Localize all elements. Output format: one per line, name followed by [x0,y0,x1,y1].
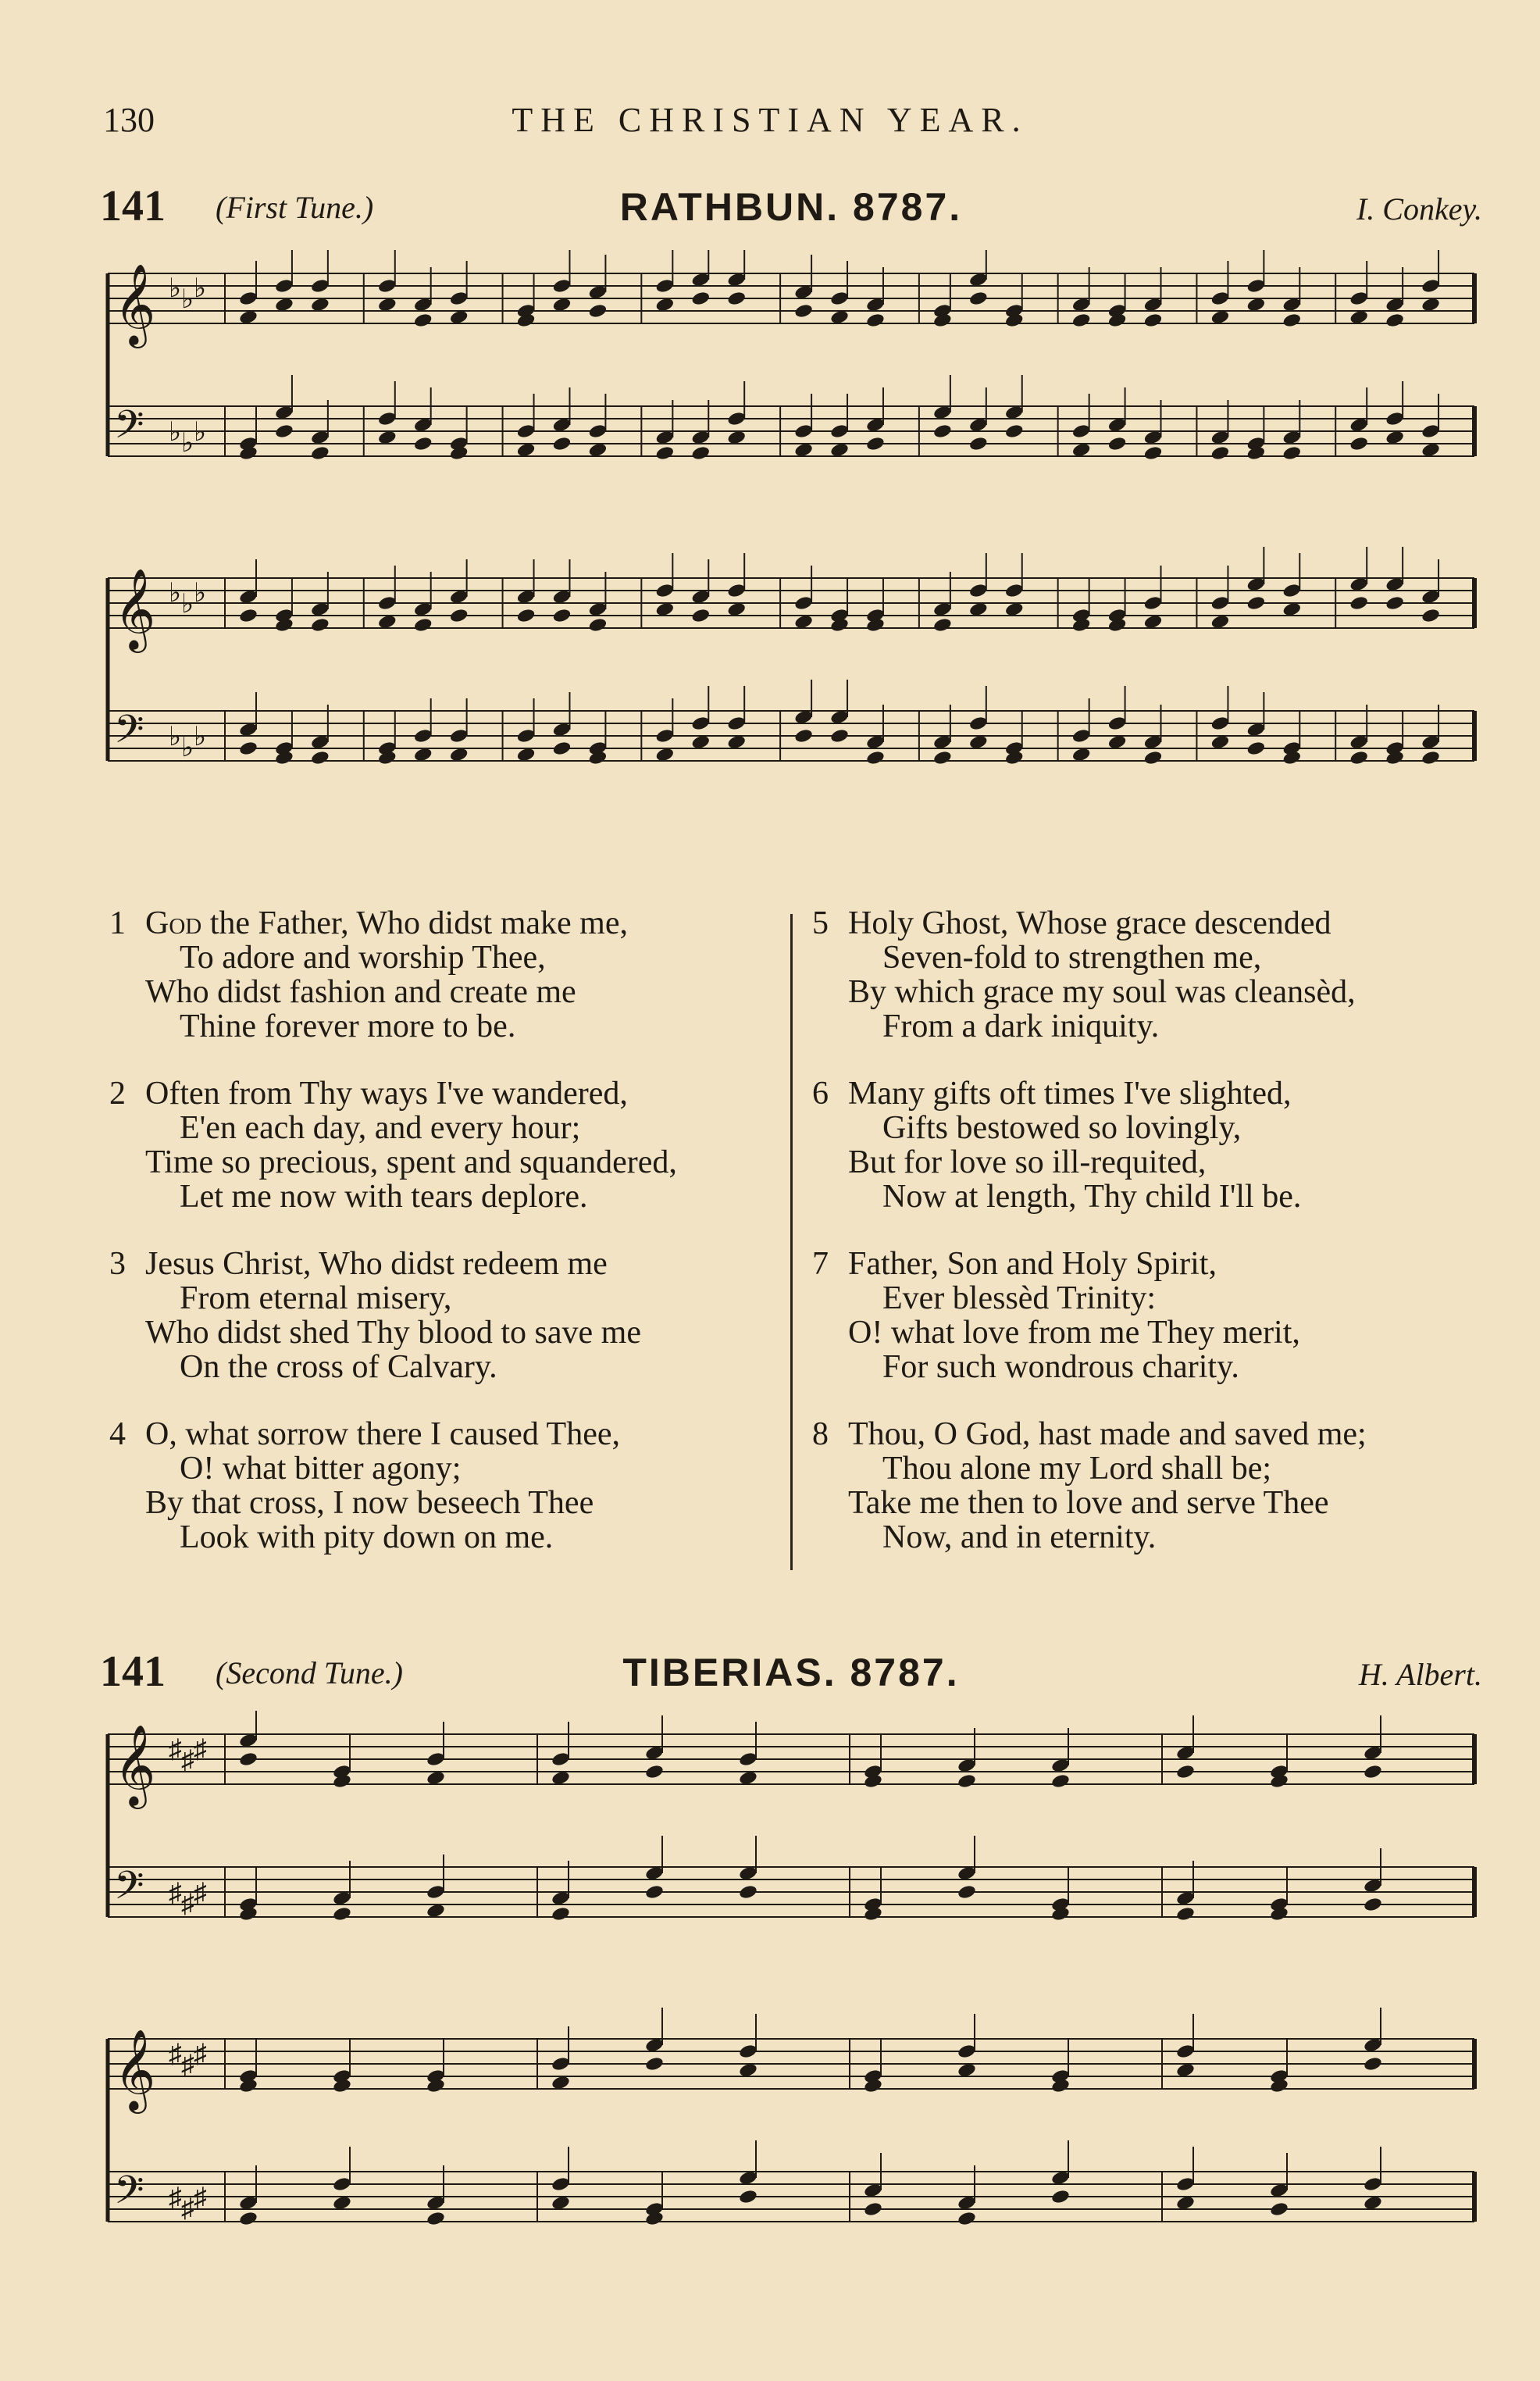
bass-clef-icon: 𝄢 [114,402,144,457]
note-head [449,608,469,624]
verse-line: Time so precious, spent and squandered, [145,1144,677,1180]
verse-line: By which grace my soul was cleansèd, [848,974,1356,1010]
hymn-number: 141 [100,182,166,230]
verse-number: 1 [109,905,126,941]
flat-icon: ♭ [169,274,182,303]
note-head [793,423,813,440]
note-head [1282,312,1302,329]
hymn-verses [109,906,1484,1578]
hymn-heading-second-tune [100,1647,1482,1701]
note-head [1210,595,1230,612]
verse-line: Holy Ghost, Whose grace descended [848,905,1331,941]
note-head [310,617,330,634]
sharp-icon: ♯ [194,1735,207,1764]
note-head [957,1884,976,1901]
note-head [726,583,746,599]
verse-number: 8 [812,1416,829,1452]
verse-1 [109,906,781,1044]
verse-number: 6 [812,1076,829,1112]
verse-line: From eternal misery, [180,1280,452,1316]
note-head [516,608,536,624]
note-head [738,2189,758,2205]
note-head [829,291,849,307]
treble-clef-icon: 𝄞 [114,263,156,345]
note-head [1246,595,1266,612]
verse-line: O! what bitter agony; [180,1451,462,1487]
verse-line: Look with pity down on me. [180,1519,554,1555]
verse-line: O, what sorrow there I caused Thee, [145,1416,620,1452]
verse-line: O! what love from me They merit, [848,1315,1300,1351]
note-head [968,291,988,307]
flat-icon: ♭ [169,418,182,447]
note-head [1175,1906,1195,1922]
note-head [1246,278,1266,295]
verse-line: Often from Thy ways I've wandered, [145,1076,628,1112]
note-head [588,617,608,634]
note-head [1349,750,1368,766]
verse-8 [812,1417,1484,1555]
sharp-icon: ♯ [181,2194,194,2223]
verse-7 [812,1247,1484,1384]
note-head [957,1773,976,1790]
note-head [655,583,675,599]
note-head [238,1751,258,1768]
sharp-icon: ♯ [169,1735,182,1764]
note-head [238,2211,258,2227]
verse-line: For such wondrous charity. [882,1349,1239,1385]
verse-line: By that cross, I now beseech Thee [145,1485,594,1521]
note-head [738,2044,758,2060]
note-head [644,2056,664,2072]
note-head [1210,291,1230,307]
note-head [310,278,330,295]
note-head [377,278,397,295]
note-head [691,716,711,732]
note-head [238,291,258,307]
music-notation-first-tune [100,250,1482,875]
verse-number: 5 [812,905,829,941]
page-number: 130 [103,101,155,139]
note-head [1363,2176,1382,2193]
note-head [1210,716,1230,732]
sharp-icon: ♯ [169,1879,182,1908]
flat-icon: ♭ [181,429,194,458]
note-head [238,608,258,624]
note-head [793,595,813,612]
verse-line: Thine forever more to be. [180,1008,516,1044]
note-head [655,445,675,462]
note-head [655,278,675,295]
note-head [449,291,469,307]
verse-number: 2 [109,1076,126,1112]
verse-column-right [812,906,1484,1587]
column-divider [790,914,793,1570]
note-head [726,411,746,427]
verse-number: 4 [109,1416,126,1452]
verse-line: Take me then to love and serve Thee [848,1485,1329,1521]
note-head [691,608,711,624]
note-head [377,411,397,427]
note-head [726,716,746,732]
note-head [1349,436,1368,452]
verse-line: Who didst fashion and create me [145,974,576,1010]
verse-2 [109,1076,781,1214]
note-head [1282,445,1302,462]
note-head [1363,1764,1382,1780]
note-head [449,728,469,744]
note-head [1421,278,1440,295]
note-head [413,617,433,634]
note-head [1143,595,1163,612]
note-head [932,617,952,634]
note-head [310,750,330,766]
note-head [1175,1764,1195,1780]
verse-line: Now at length, Thy child I'll be. [882,1179,1302,1215]
sharp-icon: ♯ [194,2183,207,2212]
score-first-tune [100,250,1482,875]
sharp-icon: ♯ [194,1879,207,1908]
note-head [863,2201,882,2218]
note-head [865,312,885,329]
note-head [552,608,572,624]
note-head [1246,741,1266,757]
tune-note: (First Tune.) [216,190,374,225]
note-head [1143,445,1163,462]
note-head [551,1751,570,1768]
treble-clef-icon: 𝄞 [114,1724,156,1806]
verse-line: E'en each day, and every hour; [180,1110,581,1146]
verse-line: On the cross of Calvary. [180,1349,497,1385]
note-head [738,1751,758,1768]
sharp-icon: ♯ [181,1890,194,1919]
note-head [1050,1773,1070,1790]
flat-icon: ♭ [169,723,182,751]
note-head [1421,750,1440,766]
flat-icon: ♭ [194,418,207,447]
note-head [793,303,813,319]
note-head [274,423,294,440]
note-head [1385,312,1404,329]
note-head [738,1884,758,1901]
note-head [310,445,330,462]
note-head [932,423,952,440]
verse-line: Seven-fold to strengthen me, [882,940,1262,976]
verse-line: Gifts bestowed so lovingly, [882,1110,1242,1146]
bass-clef-icon: 𝄢 [114,1863,144,1918]
note-head [1363,2056,1382,2072]
verse-line: Now, and in eternity. [882,1519,1157,1555]
note-head [588,423,608,440]
flat-icon: ♭ [181,734,194,762]
music-notation-second-tune [100,1711,1482,2336]
note-head [1210,445,1230,462]
note-head [957,2211,976,2227]
note-head [551,2056,570,2072]
note-head [426,1884,445,1901]
note-head [588,303,608,319]
note-head [865,750,885,766]
note-head [332,1906,351,1922]
verse-line: Jesus Christ, Who didst redeem me [145,1246,608,1282]
note-head [1421,608,1440,624]
note-head [655,728,675,744]
note-head [1175,2176,1195,2193]
tune-note: (Second Tune.) [216,1655,403,1690]
verse-line: But for love so ill-requited, [848,1144,1207,1180]
note-head [968,716,988,732]
running-head [0,100,1540,147]
verse-line: the Father, Who didst make me, [201,905,628,941]
tune-name: RATHBUN. 8787. [619,185,963,229]
note-head [932,750,952,766]
note-head [793,728,813,744]
flat-icon: ♭ [194,723,207,751]
verse-line: Let me now with tears deplore. [180,1179,588,1215]
verse-line: Who didst shed Thy blood to save me [145,1315,641,1351]
note-head [1107,716,1127,732]
note-head [1050,2189,1070,2205]
flat-icon: ♭ [194,579,207,608]
sharp-icon: ♯ [194,2040,207,2069]
note-head [413,436,433,452]
note-head [644,1884,664,1901]
note-head [1175,2044,1195,2060]
note-head [332,2176,351,2193]
verse-column-left [109,906,781,1587]
score-second-tune [100,1711,1482,2336]
verse-3 [109,1247,781,1384]
note-head [516,423,536,440]
flat-icon: ♭ [181,590,194,619]
verse-line: Thou, O God, hast made and saved me; [848,1416,1367,1452]
note-head [552,278,572,295]
note-head [1071,312,1091,329]
note-head [1004,583,1024,599]
note-head [551,2176,570,2193]
note-head [957,2044,976,2060]
note-head [1421,423,1440,440]
note-head [1143,312,1163,329]
sharp-icon: ♯ [169,2183,182,2212]
note-head [413,312,433,329]
flat-icon: ♭ [181,285,194,314]
verse-line: Father, Son and Holy Spirit, [848,1246,1217,1282]
composer: H. Albert. [1358,1657,1482,1692]
note-head [1385,411,1404,427]
note-head [1071,423,1091,440]
verse-number: 3 [109,1246,126,1282]
note-head [1143,750,1163,766]
note-head [968,583,988,599]
note-head [1004,423,1024,440]
note-head [413,728,433,744]
note-head [1269,2201,1289,2218]
verse-line: Ever blessèd Trinity: [882,1280,1157,1316]
note-head [1363,1897,1382,1913]
note-head [1349,291,1368,307]
flat-icon: ♭ [194,274,207,303]
note-head [274,278,294,295]
hymn-heading-first-tune [100,181,1482,236]
verse-6 [812,1076,1484,1214]
note-head [426,2211,445,2227]
treble-clef-icon: 𝄞 [114,2029,156,2111]
hymn-number: 141 [100,1647,166,1696]
note-head [644,1764,664,1780]
note-head [551,1906,570,1922]
verse-first-word: God [145,905,202,941]
note-head [1349,595,1368,612]
tune-name: TIBERIAS. 8787. [622,1651,960,1694]
verse-4 [109,1417,781,1555]
verse-line: Many gifts oft times I've slighted, [848,1076,1292,1112]
verse-line: From a dark iniquity. [882,1008,1160,1044]
note-head [1107,436,1127,452]
note-head [377,595,397,612]
note-head [552,436,572,452]
note-head [726,291,746,307]
note-head [829,423,849,440]
note-head [865,436,885,452]
note-head [426,1751,445,1768]
note-head [1071,728,1091,744]
sharp-icon: ♯ [169,2040,182,2069]
bass-clef-icon: 𝄢 [114,2168,144,2222]
note-head [691,445,711,462]
note-head [829,728,849,744]
note-head [691,291,711,307]
note-head [968,436,988,452]
verse-line: To adore and worship Thee, [180,940,546,976]
verse-number: 7 [812,1246,829,1282]
verse-line: Thou alone my Lord shall be; [882,1451,1272,1487]
bass-clef-icon: 𝄢 [114,707,144,762]
treble-clef-icon: 𝄞 [114,568,156,650]
composer: I. Conkey. [1356,191,1482,227]
note-head [552,741,572,757]
note-head [516,728,536,744]
sharp-icon: ♯ [181,2051,194,2079]
book-title: THE CHRISTIAN YEAR. [512,101,1028,139]
note-head [1282,583,1302,599]
flat-icon: ♭ [169,579,182,608]
verse-5 [812,906,1484,1044]
note-head [238,741,258,757]
note-head [1385,595,1404,612]
sharp-icon: ♯ [181,1746,194,1775]
